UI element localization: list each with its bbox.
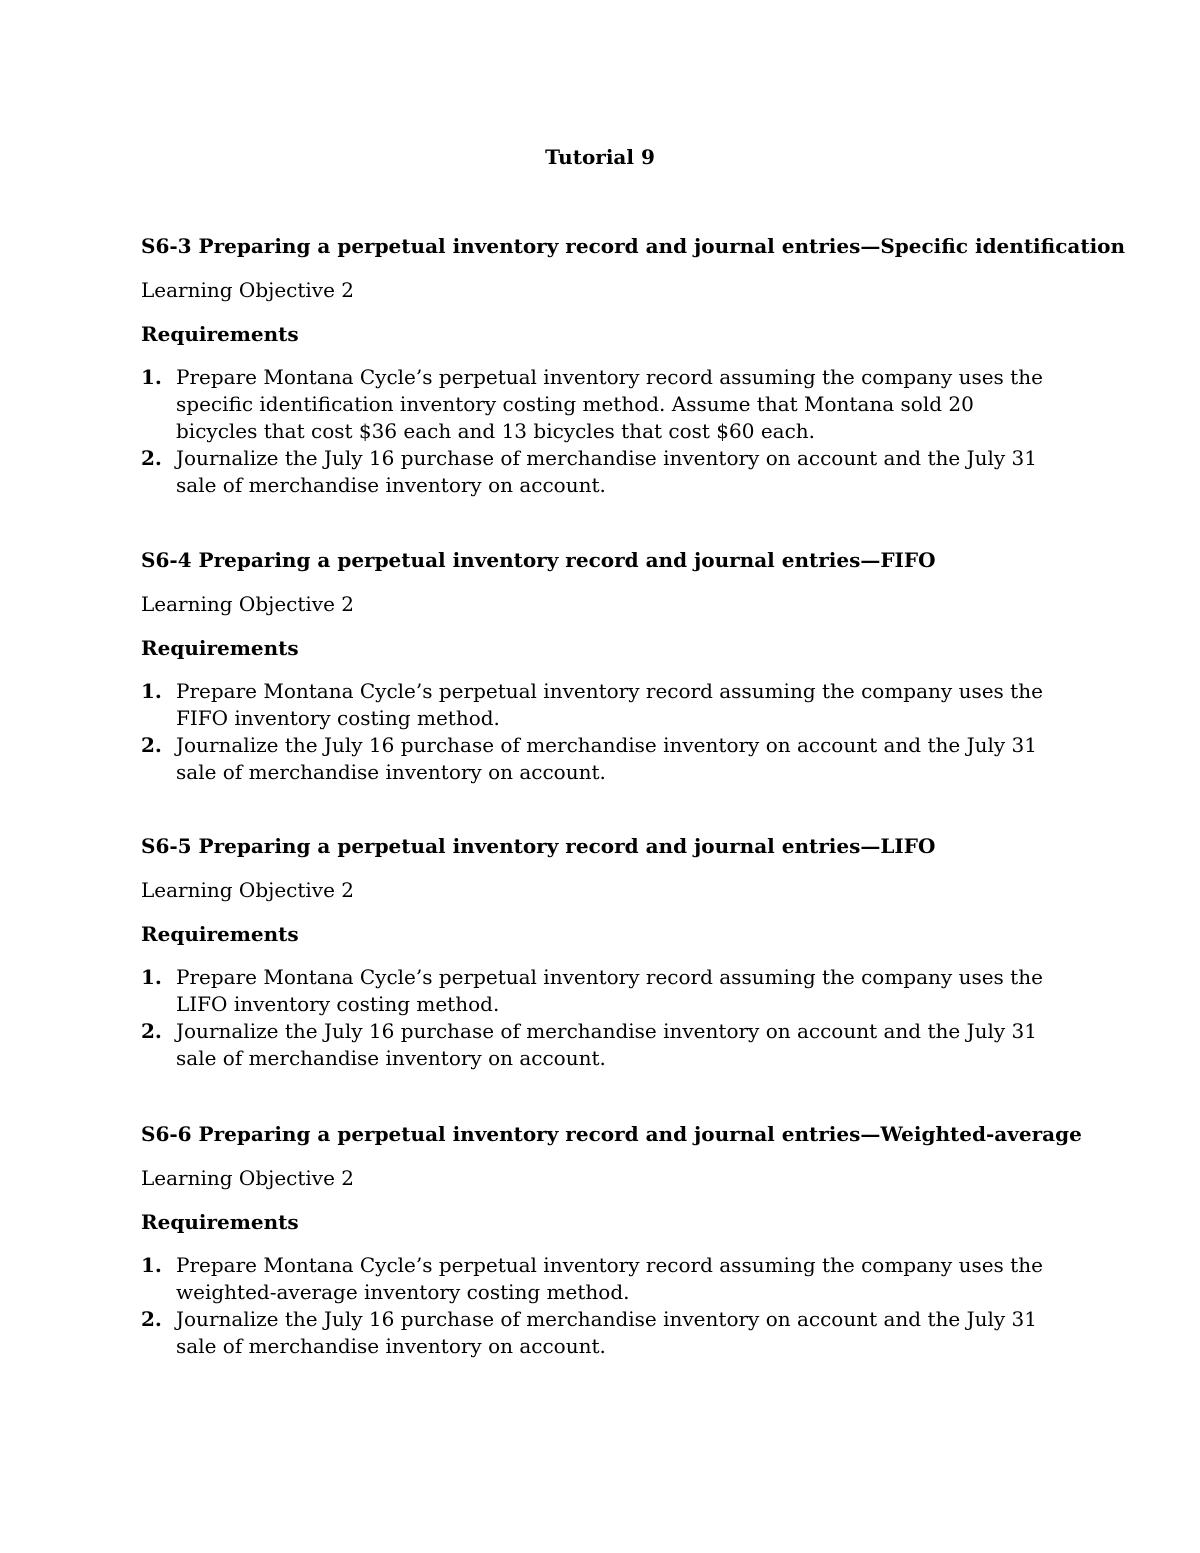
exercise-s6-4 (141, 546, 1061, 786)
requirements-list (141, 364, 1061, 499)
document-title: Tutorial 9 (545, 145, 655, 169)
exercise-heading: S6-6 Preparing a perpetual inventory record and journal entries—Weighted-average (141, 1122, 1082, 1146)
requirement-text: Journalize the July 16 purchase of merchandise inventory on account and the July 31 sale of merchandise inventory on account. (176, 1019, 1037, 1070)
requirement-number: 2. (141, 1307, 162, 1331)
requirement-number: 1. (141, 965, 162, 989)
exercise-s6-3 (141, 232, 1126, 499)
requirement-item (141, 364, 1061, 445)
requirements-heading: Requirements (141, 1210, 299, 1234)
requirement-text: Prepare Montana Cycle’s perpetual inventory record assuming the company uses the FIFO inventory costing method. (176, 679, 1043, 730)
requirements-list (141, 678, 1061, 786)
requirement-text: Journalize the July 16 purchase of merchandise inventory on account and the July 31 sale of merchandise inventory on account. (176, 446, 1037, 497)
exercise-s6-5 (141, 832, 1061, 1072)
requirements-list (141, 964, 1061, 1072)
requirement-item (141, 678, 1061, 732)
exercise-heading: S6-4 Preparing a perpetual inventory record and journal entries—FIFO (141, 548, 936, 572)
learning-objective: Learning Objective 2 (141, 878, 355, 902)
requirement-item (141, 1306, 1061, 1360)
requirement-text: Prepare Montana Cycle’s perpetual inventory record assuming the company uses the specific identification inventory costing method. Assume that Montana sold 20 bicycles that cost $36 each and 13 bicycles that cost $60 each. (176, 365, 1043, 443)
learning-objective: Learning Objective 2 (141, 1166, 355, 1190)
requirement-number: 1. (141, 1253, 162, 1277)
learning-objective: Learning Objective 2 (141, 278, 355, 302)
requirement-text: Journalize the July 16 purchase of merchandise inventory on account and the July 31 sale of merchandise inventory on account. (176, 1307, 1037, 1358)
exercise-heading: S6-3 Preparing a perpetual inventory record and journal entries—Specific identification (141, 234, 1126, 258)
requirement-number: 2. (141, 1019, 162, 1043)
requirement-text: Prepare Montana Cycle’s perpetual inventory record assuming the company uses the LIFO inventory costing method. (176, 965, 1043, 1016)
requirements-heading: Requirements (141, 922, 299, 946)
requirement-item (141, 732, 1061, 786)
requirement-item (141, 964, 1061, 1018)
requirement-number: 1. (141, 365, 162, 389)
requirement-text: Journalize the July 16 purchase of merchandise inventory on account and the July 31 sale of merchandise inventory on account. (176, 733, 1037, 784)
requirements-heading: Requirements (141, 322, 299, 346)
requirement-item (141, 445, 1061, 499)
requirements-heading: Requirements (141, 636, 299, 660)
learning-objective: Learning Objective 2 (141, 592, 355, 616)
exercise-heading: S6-5 Preparing a perpetual inventory record and journal entries—LIFO (141, 834, 936, 858)
requirement-number: 1. (141, 679, 162, 703)
exercise-s6-6 (141, 1120, 1082, 1360)
requirement-item (141, 1252, 1061, 1306)
requirement-number: 2. (141, 446, 162, 470)
requirement-item (141, 1018, 1061, 1072)
requirement-text: Prepare Montana Cycle’s perpetual inventory record assuming the company uses the weighted-average inventory costing method. (176, 1253, 1043, 1304)
requirements-list (141, 1252, 1061, 1360)
requirement-number: 2. (141, 733, 162, 757)
